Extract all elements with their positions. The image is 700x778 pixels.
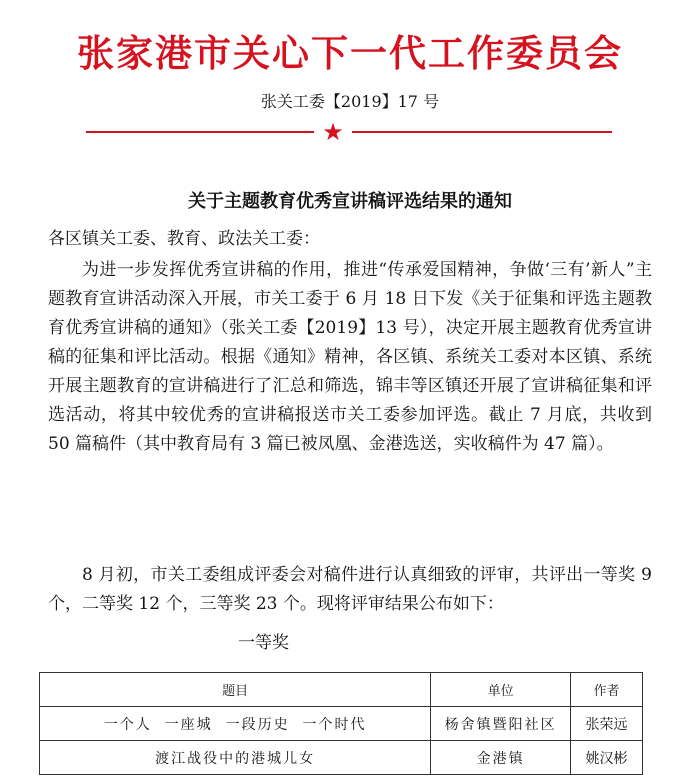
cell-unit: 金港镇 — [431, 741, 571, 775]
red-rule-left — [86, 131, 314, 133]
table-row — [40, 707, 643, 741]
table-row — [40, 741, 643, 775]
star-icon: ★ — [322, 118, 344, 146]
body-paragraph-2: 8 月初，市关工委组成评委会对稿件进行认真细致的评审，共评出一等奖 9 个，二等奖 12 个，三等奖 23 个。现将评审结果公布如下： — [48, 565, 652, 614]
cell-author: 姚汉彬 — [571, 741, 643, 775]
results-table — [39, 672, 643, 775]
column-header-unit: 单位 — [431, 673, 571, 707]
column-header-author: 作者 — [571, 673, 643, 707]
cell-author: 张荣远 — [571, 707, 643, 741]
body-paragraph-1: 为进一步发挥优秀宣讲稿的作用，推进“传承爱国精神，争做‘三有’新人”主题教育宣讲活动深入开展，市关工委于 6 月 18 日下发《关于征集和评选主题教育优秀宣讲稿的通知》（张关工委【2019】13 号），决定开展主题教育优秀宣讲稿的征集和评比活动。根据《通知》精神，各区镇、系统关工委对本区镇、系统开展主题教育的宣讲稿进行了汇总和筛选，锦丰等区镇还开展了宣讲稿征集和评选活动，将其中较优秀的宣讲稿报送市关工委参加评选。截止 7 月底，共收到 50 篇稿件（其中教育局有 3 篇已被凤凰、金港选送，实收稿件为 47 篇）。 — [48, 260, 652, 454]
column-header-title: 题目 — [40, 673, 431, 707]
salutation: 各区镇关工委、教育、政法关工委： — [48, 229, 320, 249]
red-rule-right — [352, 131, 612, 133]
cell-title: 一个人 一座城 一段历史 一个时代 — [40, 707, 431, 741]
cell-unit: 杨舍镇暨阳社区 — [431, 707, 571, 741]
org-title: 张家港市关心下一代工作委员会 — [77, 32, 623, 75]
notice-title: 关于主题教育优秀宣讲稿评选结果的通知 — [188, 191, 512, 212]
cell-title: 渡江战役中的港城儿女 — [40, 741, 431, 775]
table-header-row — [40, 673, 643, 707]
doc-number: 张关工委【2019】17 号 — [260, 92, 440, 111]
first-prize-heading: 一等奖 — [238, 633, 289, 653]
